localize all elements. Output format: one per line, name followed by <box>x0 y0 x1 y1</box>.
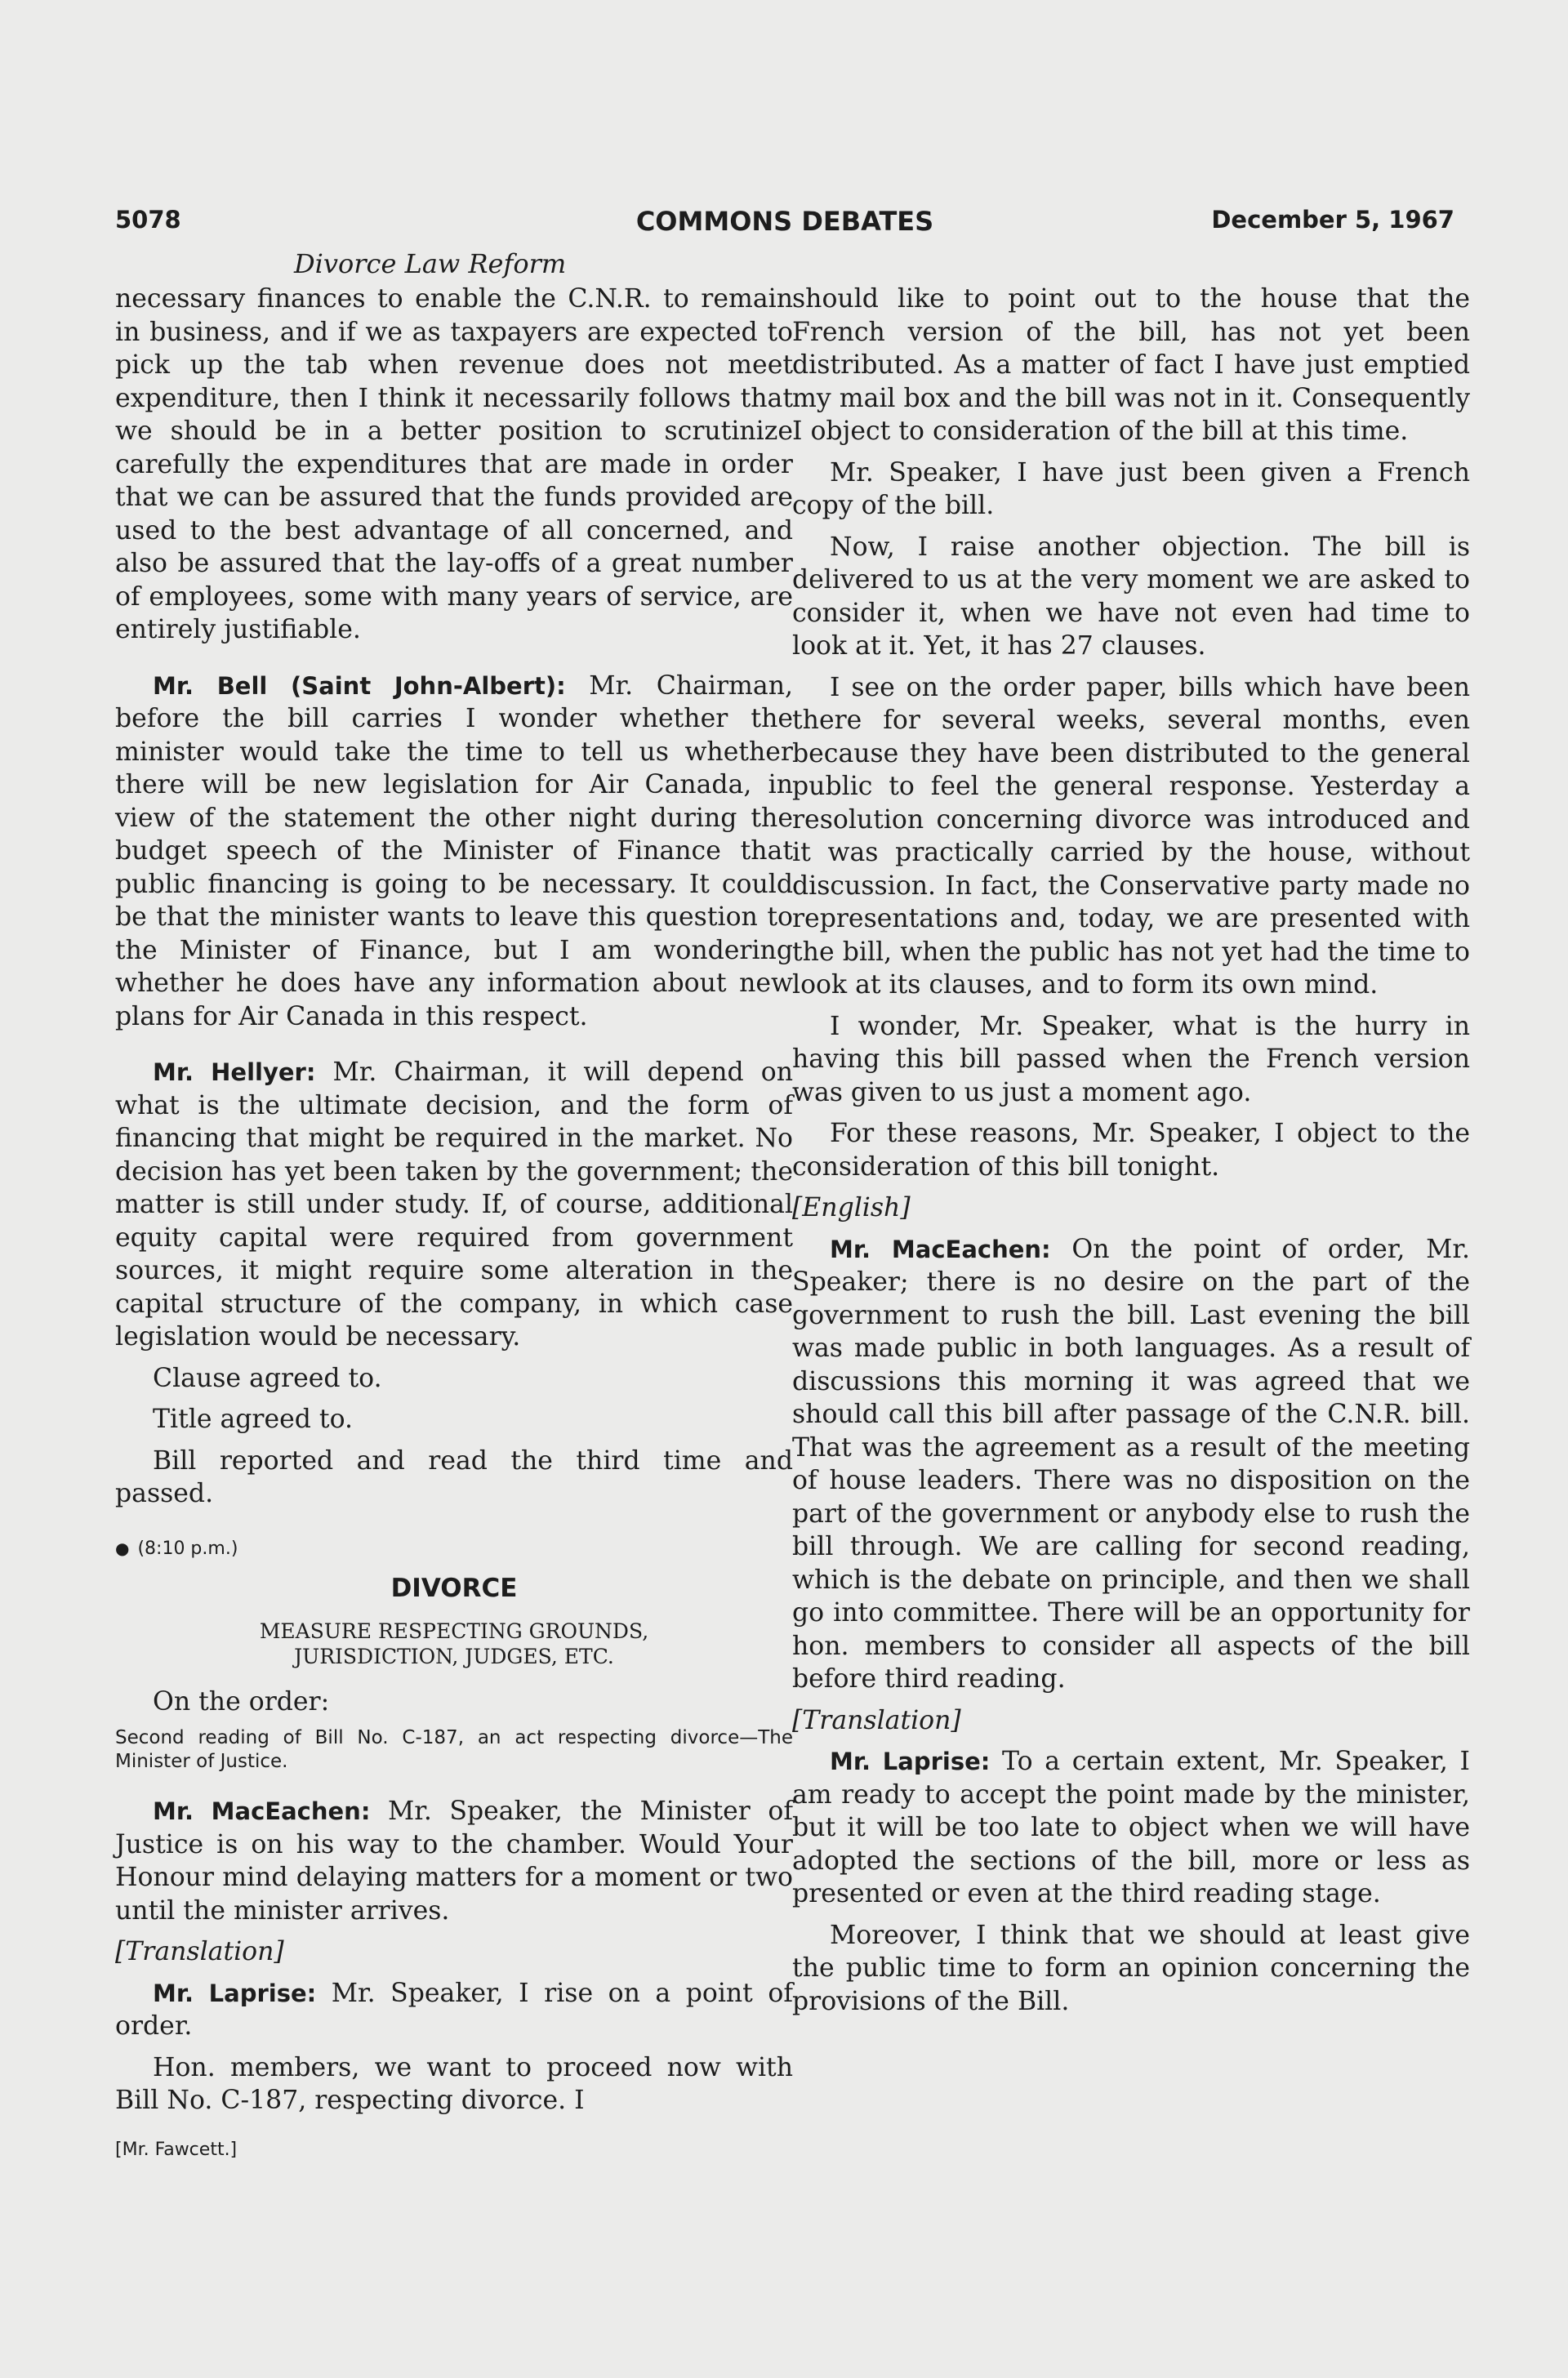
speech-text: On the point of order, Mr. Speaker; there is no desire on the part of the government to rush the bill. Last evening the bill was made public in both languages. As a result of discussions this morning it was agreed that we should call this bill after passage of the C.N.R. bill. That was the agreement as a result of the meeting of house leaders. There was no disposition on the part of the government or anybody else to rush the bill through. We are calling for second reading, which is the debate on principle, and then we shall go into committee. There will be an opportunity for hon. members to consider all aspects of the bill before third reading. <box>792 1234 1470 1694</box>
speech-maceachen <box>792 1233 1470 1696</box>
paragraph: Hon. members, we want to proceed now with Bill No. C-187, respecting divorce. I <box>115 2052 793 2115</box>
paragraph: should like to point out to the house that the French version of the bill, has not yet been distributed. As a matter of fact I have just emptied my mail box and the bill was not in it. Consequently I object to consideration of the bill at this time. <box>792 284 1470 446</box>
speaker-name: Mr. Laprise: <box>830 1748 991 1775</box>
speaker-name: Mr. MacEachen: <box>153 1797 371 1825</box>
publication-title: COMMONS DEBATES <box>635 206 934 237</box>
speech-text: Mr. Speaker, I rise on a point of order. <box>115 1978 793 2041</box>
language-note: [Translation] <box>115 1937 284 1966</box>
paragraph: For these reasons, Mr. Speaker, I object to the consideration of this bill tonight. <box>792 1119 1470 1182</box>
bill-reported: Bill reported and read the third time and passed. <box>115 1445 793 1508</box>
speech-laprise <box>115 1977 793 2043</box>
left-column <box>115 283 793 2166</box>
section-subheading: MEASURE RESPECTING GROUNDS, JURISDICTION, JUDGES, ETC. <box>259 1619 649 1668</box>
paragraph: I wonder, Mr. Speaker, what is the hurry in having this bill passed when the French version was given to us just a moment ago. <box>792 1011 1470 1107</box>
speech-bell <box>115 670 793 1034</box>
on-the-order: On the order: <box>153 1686 330 1717</box>
speaker-name: Mr. Bell (Saint John-Albert): <box>153 671 566 700</box>
speaker-name: Mr. Hellyer: <box>153 1058 316 1086</box>
paragraph: Moreover, I think that we should at least give the public time to form an opinion concerning the provisions of the Bill. <box>792 1920 1470 2016</box>
speech-hellyer <box>115 1056 793 1354</box>
footer-note: [Mr. Fawcett.] <box>115 2139 238 2160</box>
page-number: 5078 <box>115 206 181 234</box>
order-text: Second reading of Bill No. C-187, an act respecting divorce—The Minister of Justice. <box>115 1727 793 1772</box>
speech-text: Mr. Chairman, it will depend on what is the ultimate decision, and the form of financing that might be required in the market. No decision has yet been taken by the government; the matter is still under study. If, of course, additional equity capital were required from government sources, it might require some alteration in the capital structure of the company, in which case legislation would be necessary. <box>115 1058 793 1352</box>
paragraph: Now, I raise another objection. The bill is delivered to us at the very moment we are asked to consider it, when we have not even had time to look at it. Yet, it has 27 clauses. <box>792 532 1470 661</box>
speech-maceachen <box>115 1795 793 1927</box>
speaker-name: Mr. MacEachen: <box>830 1235 1051 1263</box>
paragraph: necessary finances to enable the C.N.R. to remain in business, and if we as taxpayers are expected to pick up the tab when revenue does not meet expenditure, then I think it necessarily follows that we should be in a better position to scrutinize carefully the expenditures that are made in order that we can be assured that the funds provided are used to the best advantage of all concerned, and also be assured that the lay-offs of a great number of employees, some with many years of service, are entirely justifiable. <box>115 284 793 644</box>
right-column <box>792 283 1470 2026</box>
speech-text: To a certain extent, Mr. Speaker, I am ready to accept the point made by the minister, but it will be too late to object when we will have adopted the sections of the bill, more or less as presented or even at the third reading stage. <box>792 1747 1470 1908</box>
clause-agreed: Clause agreed to. <box>153 1363 382 1393</box>
page-header <box>115 206 1454 242</box>
running-title: Divorce Law Reform <box>294 248 567 279</box>
speech-laprise <box>792 1745 1470 1911</box>
publication-date: December 5, 1967 <box>1211 206 1454 234</box>
title-agreed: Title agreed to. <box>153 1405 354 1434</box>
bullet-icon: ● <box>115 1538 130 1558</box>
speaker-name: Mr. Laprise: <box>153 1979 317 2007</box>
paragraph: I see on the order paper, bills which have been there for several weeks, several months, even because they have been distributed to the general public to feel the general response. Yesterday a resolution concerning divorce was introduced and it was practically carried by the house, without discussion. In fact, the Conservative party made no representations and, today, we are presented with the bill, when the public has not yet had the time to look at its clauses, and to form its own mind. <box>792 672 1470 1000</box>
section-heading: DIVORCE <box>390 1574 518 1603</box>
paragraph: Mr. Speaker, I have just been given a French copy of the bill. <box>792 457 1470 520</box>
speech-text: Mr. Speaker, the Minister of Justice is on his way to the chamber. Would Your Honour mind delaying matters for a moment or two until the minister arrives. <box>115 1797 794 1926</box>
speech-text: Mr. Chairman, before the bill carries I wonder whether the minister would take the time to tell us whether there will be new legislation for Air Canada, in view of the statement the other night during the budget speech of the Minister of Finance that public financing is going to be necessary. It could be that the minister wants to leave this question to the Minister of Finance, but I am wondering whether he does have any information about new plans for Air Canada in this respect. <box>115 670 793 1031</box>
language-note: [Translation] <box>792 1705 961 1735</box>
language-note: [English] <box>792 1193 911 1222</box>
timestamp: ● (8:10 p.m.) <box>115 1538 238 1559</box>
